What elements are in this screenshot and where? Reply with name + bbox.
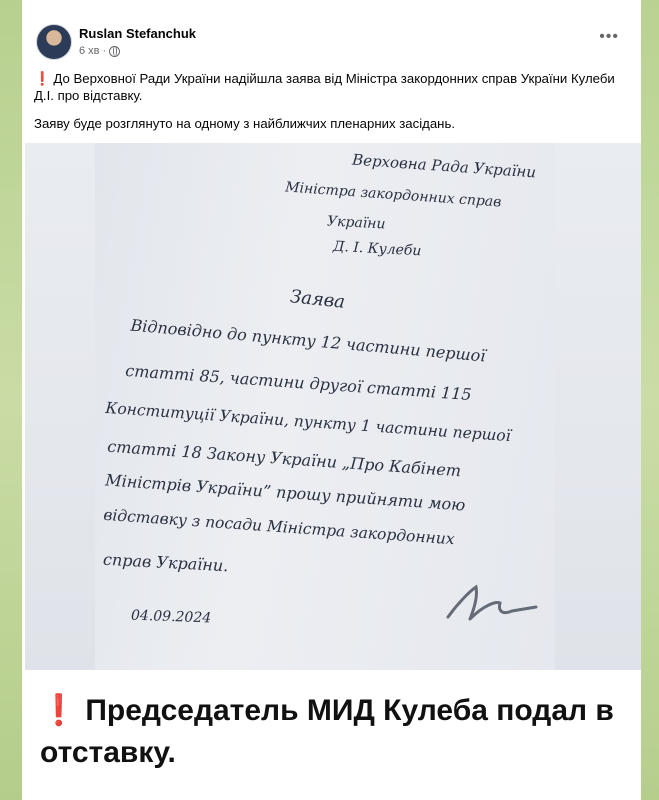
letter-line-3: Конституції України, пункту 1 частини першої xyxy=(104,398,512,446)
addressee-line-4: Д. І. Кулеби xyxy=(332,238,422,260)
letter-paper xyxy=(95,143,555,670)
letter-line-6: відставку з посади Міністра закордонних xyxy=(102,505,456,549)
addressee-line-2: Міністра закордонних справ xyxy=(284,179,502,211)
background-right xyxy=(641,0,659,800)
letter-line-2: статті 85, частини другої статті 115 xyxy=(124,360,473,405)
post-card xyxy=(22,0,641,800)
globe-icon xyxy=(109,46,120,57)
addressee-line-3: України xyxy=(326,213,386,233)
post-text xyxy=(34,70,630,143)
post-paragraph-1-text: До Верховної Ради України надійшла заява від Міністра закордонних справ України Кулеби Д.І. про відставку. xyxy=(34,71,615,103)
post-time[interactable]: 6 хв xyxy=(79,45,100,57)
caption-exclamation-icon: ❗ xyxy=(40,694,78,727)
caption-text xyxy=(40,690,620,774)
meta-separator: · xyxy=(102,45,107,57)
more-options-icon[interactable]: ••• xyxy=(599,28,619,45)
post-paragraph-2: Заяву буде розглянуто на одному з найближчих пленарних засідань. xyxy=(34,116,455,131)
background-left xyxy=(0,0,22,800)
exclamation-icon: ❗ xyxy=(34,71,51,86)
post-paragraph-1 xyxy=(34,70,630,104)
letter-line-7: справ України. xyxy=(102,549,229,576)
letter-title: Заява xyxy=(289,286,347,313)
post-meta xyxy=(79,45,120,57)
caption-headline: Председатель МИД Кулеба подал в отставку. xyxy=(40,694,614,769)
addressee-line-1: Верховна Рада України xyxy=(351,150,537,182)
letter-date: 04.09.2024 xyxy=(130,607,212,627)
avatar[interactable] xyxy=(36,24,72,60)
letter-line-1: Відповідно до пункту 12 частини першої xyxy=(129,315,487,366)
letter-line-4: статті 18 Закону України „Про Кабінет xyxy=(106,436,462,481)
letter-line-5: Міністрів України” прошу прийняти мою xyxy=(104,470,466,515)
letter-photo[interactable] xyxy=(25,143,641,670)
post-header xyxy=(22,0,641,70)
caption-block xyxy=(22,670,641,800)
signature-icon xyxy=(440,573,550,633)
author-name[interactable]: Ruslan Stefanchuk xyxy=(79,26,197,41)
